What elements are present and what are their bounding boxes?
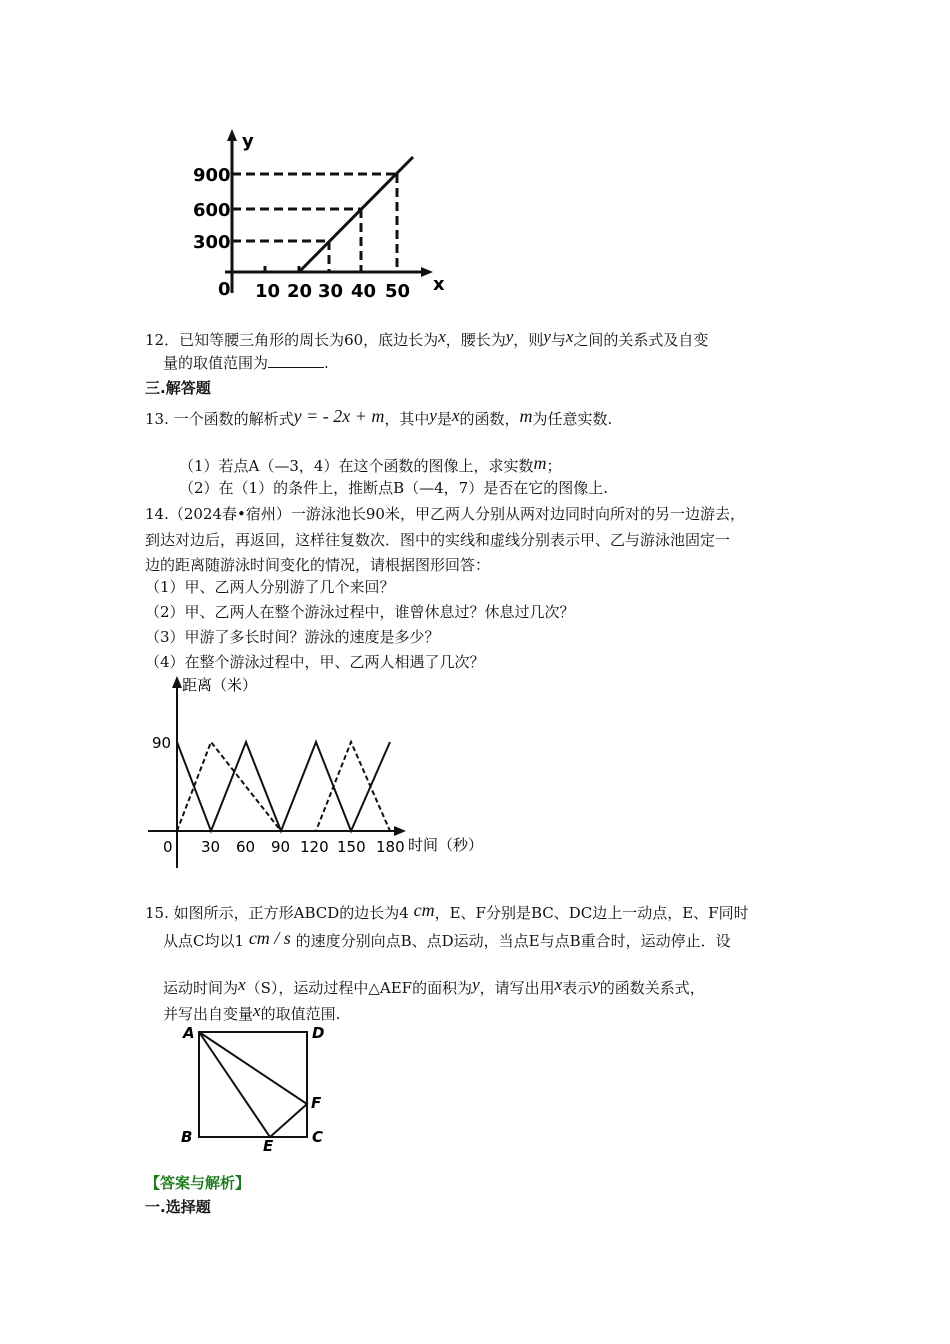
x-tick-30: 30 [318,281,344,302]
q13-intro: 13. 一个函数的解析式y = - 2x + m，其中y是x的函数，m为任意实数. [145,406,613,428]
graph2-origin-label: 0 [163,838,173,856]
graph2-y-label: 距离（米） [182,676,258,694]
x-tick-50: 50 [385,281,411,302]
q14-line1: 14.（2024春•宿州）一游泳池长90米，甲乙两人分别从两对边同时向所对的另一边游去， [145,505,745,523]
y-tick-900: 900 [193,165,231,186]
point-a-label: A [183,1024,195,1042]
triangle-aef [199,1032,307,1137]
point-e-label: E [263,1137,274,1152]
q12-line2: 量的取值范围为 . [163,354,329,372]
graph2-x-label: 时间（秒） [408,836,484,854]
q15-line2: 从点C均以1 cm / s 的速度分别向点B、点D运动，当点E与点B重合时，运动停止．设 [163,928,731,950]
swimmer-jia-solid-line [177,742,390,831]
q14-line2: 到达对边后，再返回，这样往复数次．图中的实线和虚线分别表示甲、乙与游泳池固定一 [145,531,731,549]
point-d-label: D [312,1024,325,1042]
graph2-y-arrow [172,676,182,688]
y-tick-300: 300 [193,232,231,253]
x-tick-20: 20 [287,281,313,302]
swimmer-yi-dashed-line [177,742,390,831]
section-1-title: 一.选择题 [145,1198,211,1216]
q14-question-1: （1）甲、乙两人分别游了几个来回？ [145,578,395,596]
graph1-origin-label: 0 [218,279,231,300]
linear-function-graph [185,125,455,305]
graph1-y-arrow [227,129,237,141]
graph2-x-tick-180: 180 [376,838,405,856]
q15-line1: 15. 如图所示，正方形ABCD的边长为4 cm，E、F分别是BC、DC边上一动点，E、F同时 [145,900,749,922]
section-3-title: 三.解答题 [145,379,211,397]
x-tick-40: 40 [351,281,377,302]
graph1-y-label: y [242,131,254,152]
x-tick-10: 10 [255,281,281,302]
q13-part2: （2）在（1）的条件上，推断点B（—4，7）是否在它的图像上. [179,479,608,497]
answer-section-title: 【答案与解析】 [145,1174,251,1192]
point-f-label: F [311,1094,322,1112]
q15-line3: 运动时间为x（S），运动过程中△AEF的面积为y，请写出用x表示y的函数关系式， [163,975,705,997]
graph2-x-arrow [394,826,406,836]
q13-part1: （1）若点A（—3，4）在这个函数的图像上，求实数m； [179,453,562,475]
graph2-x-tick-120: 120 [300,838,329,856]
square-abcd-figure [175,1022,335,1152]
q14-question-4: （4）在整个游泳过程中，甲、乙两人相遇了几次？ [145,653,485,671]
graph1-x-label: x [433,274,445,295]
swimming-distance-graph [140,670,500,870]
graph2-x-tick-90: 90 [271,838,291,856]
point-b-label: B [181,1128,193,1146]
graph2-x-tick-150: 150 [337,838,366,856]
q15-line4: 并写出自变量x的取值范围. [163,1001,341,1023]
answer-blank [268,353,324,368]
point-c-label: C [312,1128,324,1146]
square-abcd [199,1032,307,1137]
graph2-y-tick-90: 90 [152,734,172,752]
graph1-x-arrow [421,267,433,277]
graph2-x-tick-60: 60 [236,838,256,856]
q14-question-3: （3）甲游了多长时间？游泳的速度是多少？ [145,628,440,646]
q12-line1: 12．已知等腰三角形的周长为60，底边长为x，腰长为y，则y与x之间的关系式及自变 [145,327,709,349]
q14-question-2: （2）甲、乙两人在整个游泳过程中，谁曾休息过？休息过几次？ [145,603,575,621]
y-tick-600: 600 [193,200,231,221]
graph2-x-tick-30: 30 [201,838,221,856]
q14-line3: 边的距离随游泳时间变化的情况，请根据图形回答： [145,556,491,574]
